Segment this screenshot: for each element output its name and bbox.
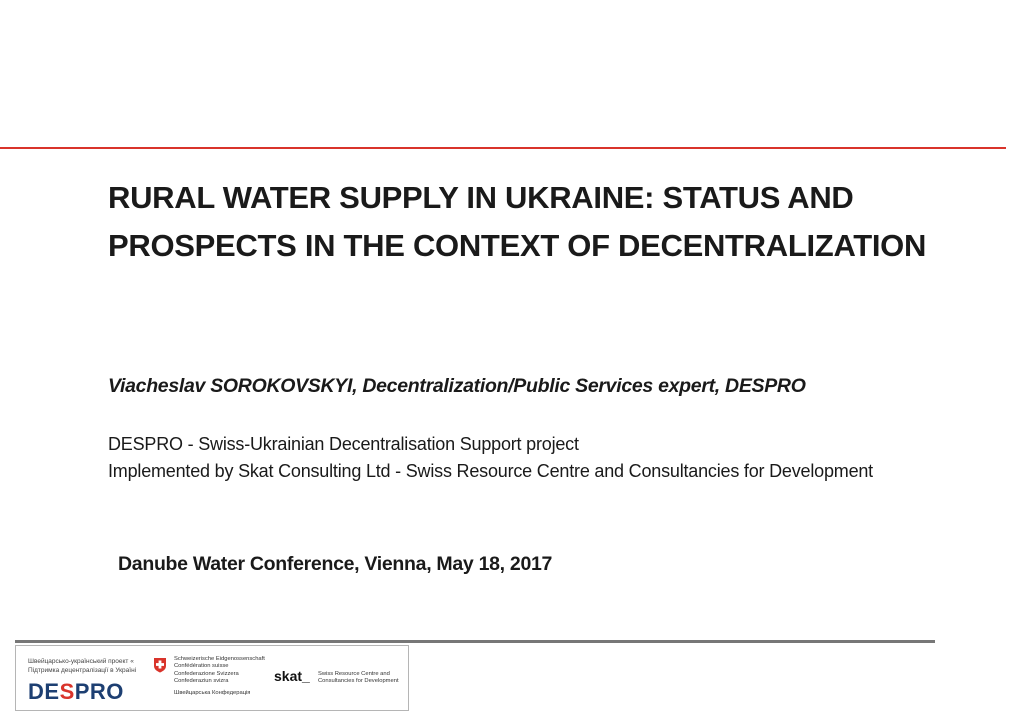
skat-tagline-line-1: Swiss Resource Centre and [318,671,390,677]
swiss-line-3: Confederazione Svizzera [174,670,239,677]
author-line: Viacheslav SOROKOVSKYI, Decentralization/Public Services expert, DESPRO [108,375,806,397]
slide-title-line-1: RURAL WATER SUPPLY IN UKRAINE: STATUS AND [108,180,854,215]
header-divider [0,147,1006,149]
project-info [108,431,873,485]
skat-tagline [318,671,399,685]
swiss-confederation-text [174,656,265,686]
despro-logo-pro: PRO [74,679,124,704]
despro-logo [28,679,124,705]
skat-logo: skat_ [274,668,310,684]
despro-logo-s: S [59,679,75,704]
swiss-shield-icon [153,657,167,673]
project-line-1: DESPRO - Swiss-Ukrainian Decentralisation Support project [108,434,579,454]
slide-title [108,174,988,270]
swiss-line-2: Confédération suisse [174,663,229,670]
despro-tagline [28,657,136,675]
project-line-2: Implemented by Skat Consulting Ltd - Swiss Resource Centre and Consultancies for Development [108,461,873,481]
partner-logos-footer [15,645,409,711]
despro-tagline-line-2: Підтримка децентралізації в Україні [28,667,137,674]
slide-title-line-2: PROSPECTS IN THE CONTEXT OF DECENTRALIZATION [108,228,927,263]
skat-tagline-line-2: Consultancies for Development [318,678,399,684]
swiss-line-1: Schweizerische Eidgenossenschaft [174,656,265,662]
despro-tagline-line-1: Швейцарсько-український проект « [28,658,134,665]
conference-line: Danube Water Conference, Vienna, May 18, 2017 [118,553,553,575]
swiss-line-4: Confederaziun svizra [174,678,229,685]
footer-divider [15,640,935,643]
despro-logo-de: DE [28,679,60,704]
swiss-ukrainian-name: Швейцарська Конфедерація [174,690,251,696]
